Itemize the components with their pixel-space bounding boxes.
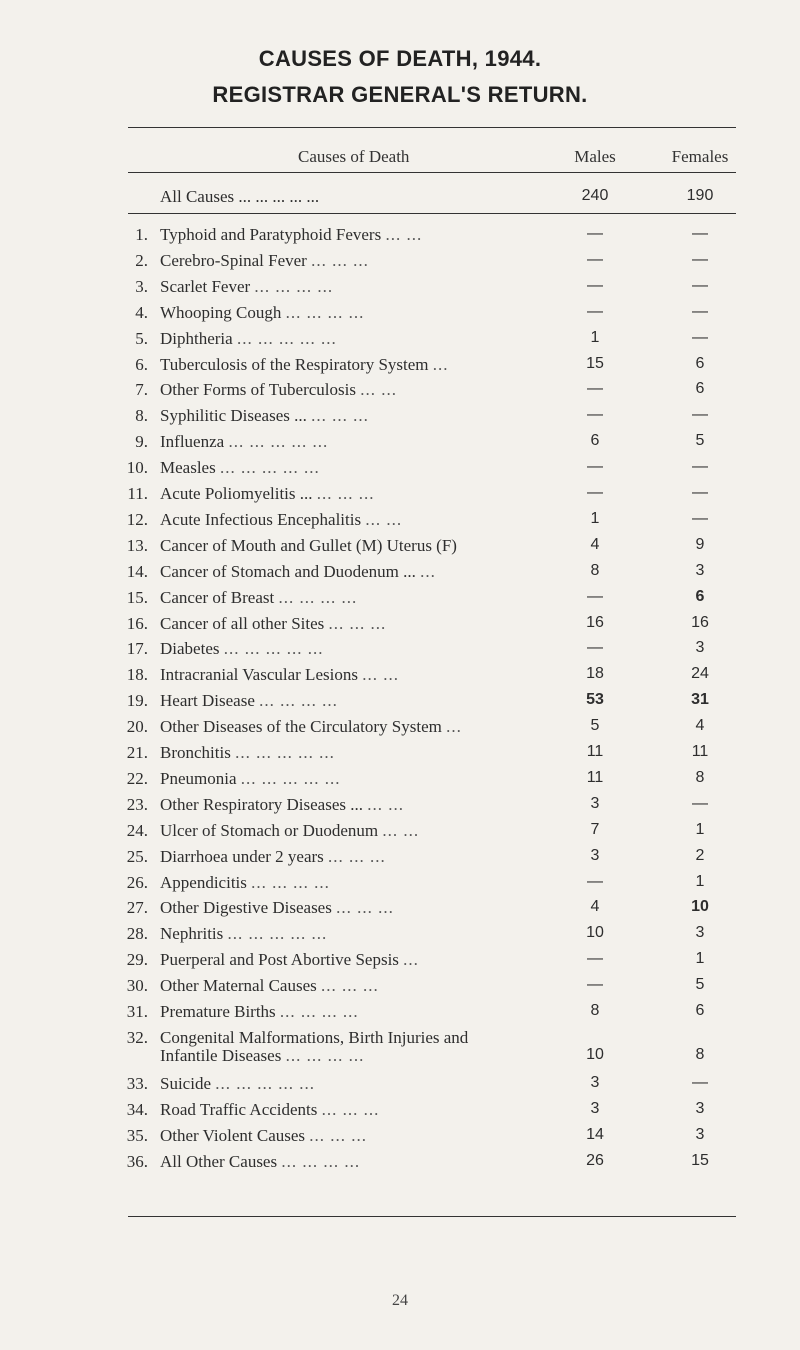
row-cause: Other Respiratory Diseases ... ... ... (160, 794, 405, 814)
table-row (0, 1152, 800, 1176)
row-males: 11 (586, 768, 604, 786)
row-dots: ... ... ... ... ... (236, 328, 337, 348)
table-row (0, 562, 800, 586)
row-dots: ... ... ... ... ... (228, 432, 329, 452)
row-males: 15 (586, 354, 604, 372)
row-number: 8. (135, 406, 148, 426)
row-cause: Cancer of all other Sites ... ... ... (160, 613, 387, 633)
row-females: 6 (695, 354, 705, 372)
row-males: 18 (586, 665, 604, 683)
row-females: 9 (695, 535, 705, 553)
row-dots: ... ... ... ... (285, 302, 365, 322)
row-number: 9. (135, 432, 148, 452)
row-cause-continuation: Infantile Diseases ... ... ... ... (160, 1045, 365, 1065)
row-dots: ... ... ... ... ... (219, 458, 320, 478)
all-causes-rule (128, 213, 736, 214)
row-dots: ... ... ... (328, 613, 387, 633)
row-cause: Bronchitis ... ... ... ... ... (160, 743, 335, 762)
row-dots: ... ... ... (320, 976, 379, 996)
row-number: 36. (126, 1151, 148, 1171)
header-rule (128, 172, 736, 173)
row-females: 3 (695, 1099, 705, 1117)
row-males: 8 (590, 1002, 600, 1019)
row-number: 35. (126, 1125, 148, 1145)
row-dots: ... ... ... ... (285, 1045, 365, 1065)
table-row (0, 510, 800, 534)
row-dots: ... ... ... (311, 406, 369, 426)
row-males: 11 (586, 743, 604, 760)
row-number: 19. (126, 691, 148, 711)
table-row (0, 743, 800, 767)
row-dots: ... (446, 717, 462, 737)
row-cause: Intracranial Vascular Lesions ... ... (160, 665, 399, 685)
row-cause: Other Digestive Diseases ... ... ... (160, 898, 394, 918)
row-females: 10 (691, 898, 709, 916)
table-row (0, 588, 800, 612)
row-females: 6 (695, 380, 705, 398)
table-row (0, 717, 800, 741)
row-females: 3 (695, 639, 705, 657)
row-females: — (692, 484, 708, 501)
row-number: 2. (135, 250, 148, 270)
row-females: 3 (695, 924, 705, 942)
row-cause: Tuberculosis of the Respiratory System ... (160, 354, 449, 374)
row-number: 32. (126, 1027, 148, 1047)
table-row (0, 873, 800, 897)
row-number: 18. (126, 665, 148, 685)
row-males: — (587, 225, 603, 242)
table-row (0, 950, 800, 974)
page-number: 24 (392, 1292, 408, 1309)
row-number: 24. (126, 820, 148, 840)
table-row (0, 691, 800, 715)
row-males: 53 (586, 691, 604, 709)
row-number: 4. (135, 302, 148, 322)
row-cause: Diphtheria ... ... ... ... ... (160, 328, 337, 348)
row-cause: Other Diseases of the Circulatory System ... (160, 717, 462, 737)
row-males: 14 (586, 1125, 604, 1143)
row-number: 34. (126, 1099, 148, 1119)
table-row (0, 329, 800, 353)
row-dots: ... ... (360, 380, 397, 400)
row-males: — (587, 250, 603, 268)
row-females: — (692, 406, 708, 424)
row-cause: Cancer of Breast ... ... ... ... (160, 587, 358, 607)
row-males: 26 (586, 1151, 604, 1169)
row-males: 3 (590, 846, 600, 864)
row-number: 25. (126, 846, 148, 866)
row-cause: Whooping Cough ... ... ... ... (160, 302, 365, 322)
row-females: — (692, 302, 708, 320)
row-females: 5 (695, 976, 705, 994)
row-number: 7. (135, 380, 148, 400)
row-dots: ... ... ... ... ... (215, 1073, 315, 1093)
row-number: 6. (135, 354, 148, 374)
row-males: 1 (590, 509, 600, 527)
row-dots: ... (420, 561, 436, 581)
row-females: — (692, 276, 708, 294)
header-females: Females (671, 147, 729, 166)
row-cause: Other Violent Causes ... ... ... (160, 1125, 368, 1145)
row-cause: Other Forms of Tuberculosis ... ... (160, 380, 397, 400)
row-dots: ... ... (385, 225, 423, 244)
table-row (0, 536, 800, 560)
row-number: 22. (126, 768, 148, 788)
row-cause: Cancer of Stomach and Duodenum ... ... (160, 561, 436, 581)
table-row (0, 355, 800, 379)
row-males: 10 (586, 924, 604, 942)
row-cause: All Other Causes ... ... ... ... (160, 1151, 361, 1171)
row-dots: ... ... ... (316, 484, 375, 503)
row-females: 8 (695, 1045, 705, 1063)
row-females: — (692, 328, 708, 346)
row-dots: ... ... ... ... (278, 587, 358, 607)
row-number: 11. (127, 484, 148, 503)
row-cause: Cancer of Mouth and Gullet (M) Uterus (F) (160, 535, 457, 555)
row-dots: ... ... ... ... ... (235, 743, 335, 762)
row-cause: Appendicitis ... ... ... ... (160, 872, 330, 892)
row-males: — (587, 406, 603, 424)
table-row (0, 847, 800, 871)
row-cause: Other Maternal Causes ... ... ... (160, 976, 379, 996)
row-cause: Typhoid and Paratyphoid Fevers ... ... (160, 225, 423, 244)
row-females: 1 (695, 872, 705, 890)
top-rule (128, 127, 736, 128)
table-row (0, 1002, 800, 1026)
row-number: 3. (135, 276, 148, 296)
row-dots: ... ... ... ... (251, 872, 330, 892)
row-females: 4 (695, 717, 705, 735)
row-number: 5. (135, 328, 148, 348)
row-females: 16 (691, 613, 709, 631)
row-number: 23. (126, 794, 148, 814)
table-row (0, 1100, 800, 1124)
row-males: — (587, 458, 603, 476)
row-cause: Road Traffic Accidents ... ... ... (160, 1099, 380, 1119)
row-males: — (587, 276, 603, 294)
bottom-rule (128, 1216, 736, 1217)
row-number: 21. (126, 743, 148, 762)
row-males: — (587, 872, 603, 890)
row-number: 30. (126, 976, 148, 996)
row-females: 1 (695, 950, 705, 968)
row-males: 7 (590, 820, 600, 838)
row-males: — (587, 302, 603, 320)
row-cause: Influenza ... ... ... ... ... (160, 432, 329, 452)
table-row (0, 898, 800, 922)
row-males: 3 (590, 1099, 600, 1117)
row-females: — (692, 250, 708, 268)
row-females: 3 (695, 1125, 705, 1143)
row-cause: Acute Poliomyelitis ... ... ... ... (160, 484, 375, 503)
row-dots: ... ... ... (336, 898, 394, 918)
row-cause: Syphilitic Diseases ... ... ... ... (160, 406, 369, 426)
row-females: 8 (695, 768, 705, 786)
row-dots: ... (432, 354, 449, 374)
row-number: 13. (126, 535, 148, 555)
title-line-1: CAUSES OF DEATH, 1944. (258, 46, 542, 71)
table-row (0, 614, 800, 638)
all-causes-row (0, 187, 800, 211)
table-row (0, 277, 800, 301)
row-males: — (587, 484, 603, 501)
row-females: 15 (691, 1151, 709, 1169)
row-number: 29. (126, 950, 148, 970)
row-males: 6 (590, 432, 600, 450)
row-females: — (692, 794, 708, 812)
table-row (0, 406, 800, 430)
row-males: 4 (590, 535, 600, 553)
title-line-2: REGISTRAR GENERAL'S RETURN. (212, 82, 588, 107)
row-number: 1. (135, 225, 148, 244)
row-number: 17. (126, 639, 148, 659)
row-cause: Acute Infectious Encephalitis ... ... (160, 509, 403, 529)
table-row (0, 484, 800, 508)
row-cause: Cerebro-Spinal Fever ... ... ... (160, 250, 369, 270)
row-dots: ... ... ... ... (281, 1151, 361, 1171)
row-number: 26. (126, 872, 148, 892)
row-number: 33. (126, 1073, 148, 1093)
table-row (0, 639, 800, 663)
row-cause: Nephritis ... ... ... ... ... (160, 924, 328, 944)
row-females: — (692, 225, 708, 242)
row-females: 2 (695, 846, 705, 864)
row-cause: Diabetes ... ... ... ... ... (160, 639, 324, 659)
row-dots: ... ... ... (311, 250, 369, 270)
row-cause: Suicide ... ... ... ... ... (160, 1073, 315, 1093)
row-number: 16. (126, 613, 148, 633)
row-males: 5 (590, 717, 600, 735)
row-males: — (587, 380, 603, 398)
table-row (0, 665, 800, 689)
row-males: — (587, 639, 603, 657)
row-cause: Scarlet Fever ... ... ... ... (160, 276, 334, 296)
row-number: 20. (126, 717, 148, 737)
header-cause: Causes of Death (298, 147, 410, 166)
row-number: 10. (126, 458, 148, 478)
row-cause: Congenital Malformations, Birth Injuries and (160, 1027, 469, 1047)
table-row (0, 1074, 800, 1098)
row-females: 1 (695, 820, 705, 838)
table-row (0, 1126, 800, 1150)
row-number: 12. (126, 509, 148, 529)
row-females: 11 (691, 743, 709, 760)
row-males: 8 (590, 561, 600, 579)
row-dots: ... (403, 950, 419, 970)
row-females: 31 (691, 691, 709, 709)
row-dots: ... ... ... ... ... (240, 768, 341, 788)
row-dots: ... ... (365, 509, 403, 529)
row-number: 28. (126, 924, 148, 944)
row-dots: ... ... ... ... (259, 691, 338, 711)
all-causes-males: 240 (581, 187, 609, 204)
row-females: 6 (695, 587, 705, 605)
row-dots: ... ... (382, 820, 420, 840)
row-cause: Measles ... ... ... ... ... (160, 458, 320, 478)
row-males: — (587, 976, 603, 994)
row-dots: ... ... ... ... ... (227, 924, 328, 944)
row-dots: ... ... (367, 794, 405, 814)
all-causes-females: 190 (686, 187, 714, 204)
table-row (0, 924, 800, 948)
row-dots: ... ... (362, 665, 399, 685)
table-row (0, 380, 800, 404)
row-males: — (587, 950, 603, 968)
row-females: 3 (695, 561, 705, 579)
row-cause: Pneumonia ... ... ... ... ... (160, 768, 341, 788)
row-cause: Ulcer of Stomach or Duodenum ... ... (160, 820, 420, 840)
row-males: — (587, 587, 603, 605)
row-dots: ... ... ... ... (254, 276, 334, 296)
row-females: 24 (691, 665, 709, 683)
row-cause: Premature Births ... ... ... ... (160, 1002, 359, 1021)
row-males: 3 (590, 794, 600, 812)
table-row (0, 1027, 800, 1065)
row-cause: Diarrhoea under 2 years ... ... ... (160, 846, 386, 866)
row-females: — (692, 1073, 708, 1091)
all-causes-label: All Causes ... ... ... ... ... (160, 187, 320, 206)
row-females: 6 (695, 1002, 705, 1019)
row-dots: ... ... ... ... (279, 1002, 359, 1021)
row-males: 16 (586, 613, 604, 631)
row-females: 5 (695, 432, 705, 450)
row-number: 15. (126, 587, 148, 607)
row-males: 10 (586, 1045, 604, 1063)
row-males: 3 (590, 1073, 600, 1091)
table-row (0, 225, 800, 249)
table-row (0, 769, 800, 793)
row-number: 31. (126, 1002, 148, 1021)
row-females: — (692, 509, 708, 527)
table-row (0, 432, 800, 456)
row-dots: ... ... ... ... ... (223, 639, 324, 659)
row-males: 1 (590, 328, 600, 346)
row-cause: Heart Disease ... ... ... ... (160, 691, 338, 711)
row-number: 14. (126, 561, 148, 581)
table-row (0, 821, 800, 845)
row-females: — (692, 458, 708, 476)
table-row (0, 976, 800, 1000)
table-row (0, 795, 800, 819)
row-dots: ... ... ... (321, 1099, 380, 1119)
header-males: Males (574, 147, 616, 166)
table-row (0, 458, 800, 482)
row-cause: Puerperal and Post Abortive Sepsis ... (160, 950, 419, 970)
table-row (0, 251, 800, 275)
row-dots: ... ... ... (309, 1125, 368, 1145)
row-number: 27. (126, 898, 148, 918)
table-row (0, 303, 800, 327)
row-males: 4 (590, 898, 600, 916)
row-dots: ... ... ... (328, 846, 386, 866)
